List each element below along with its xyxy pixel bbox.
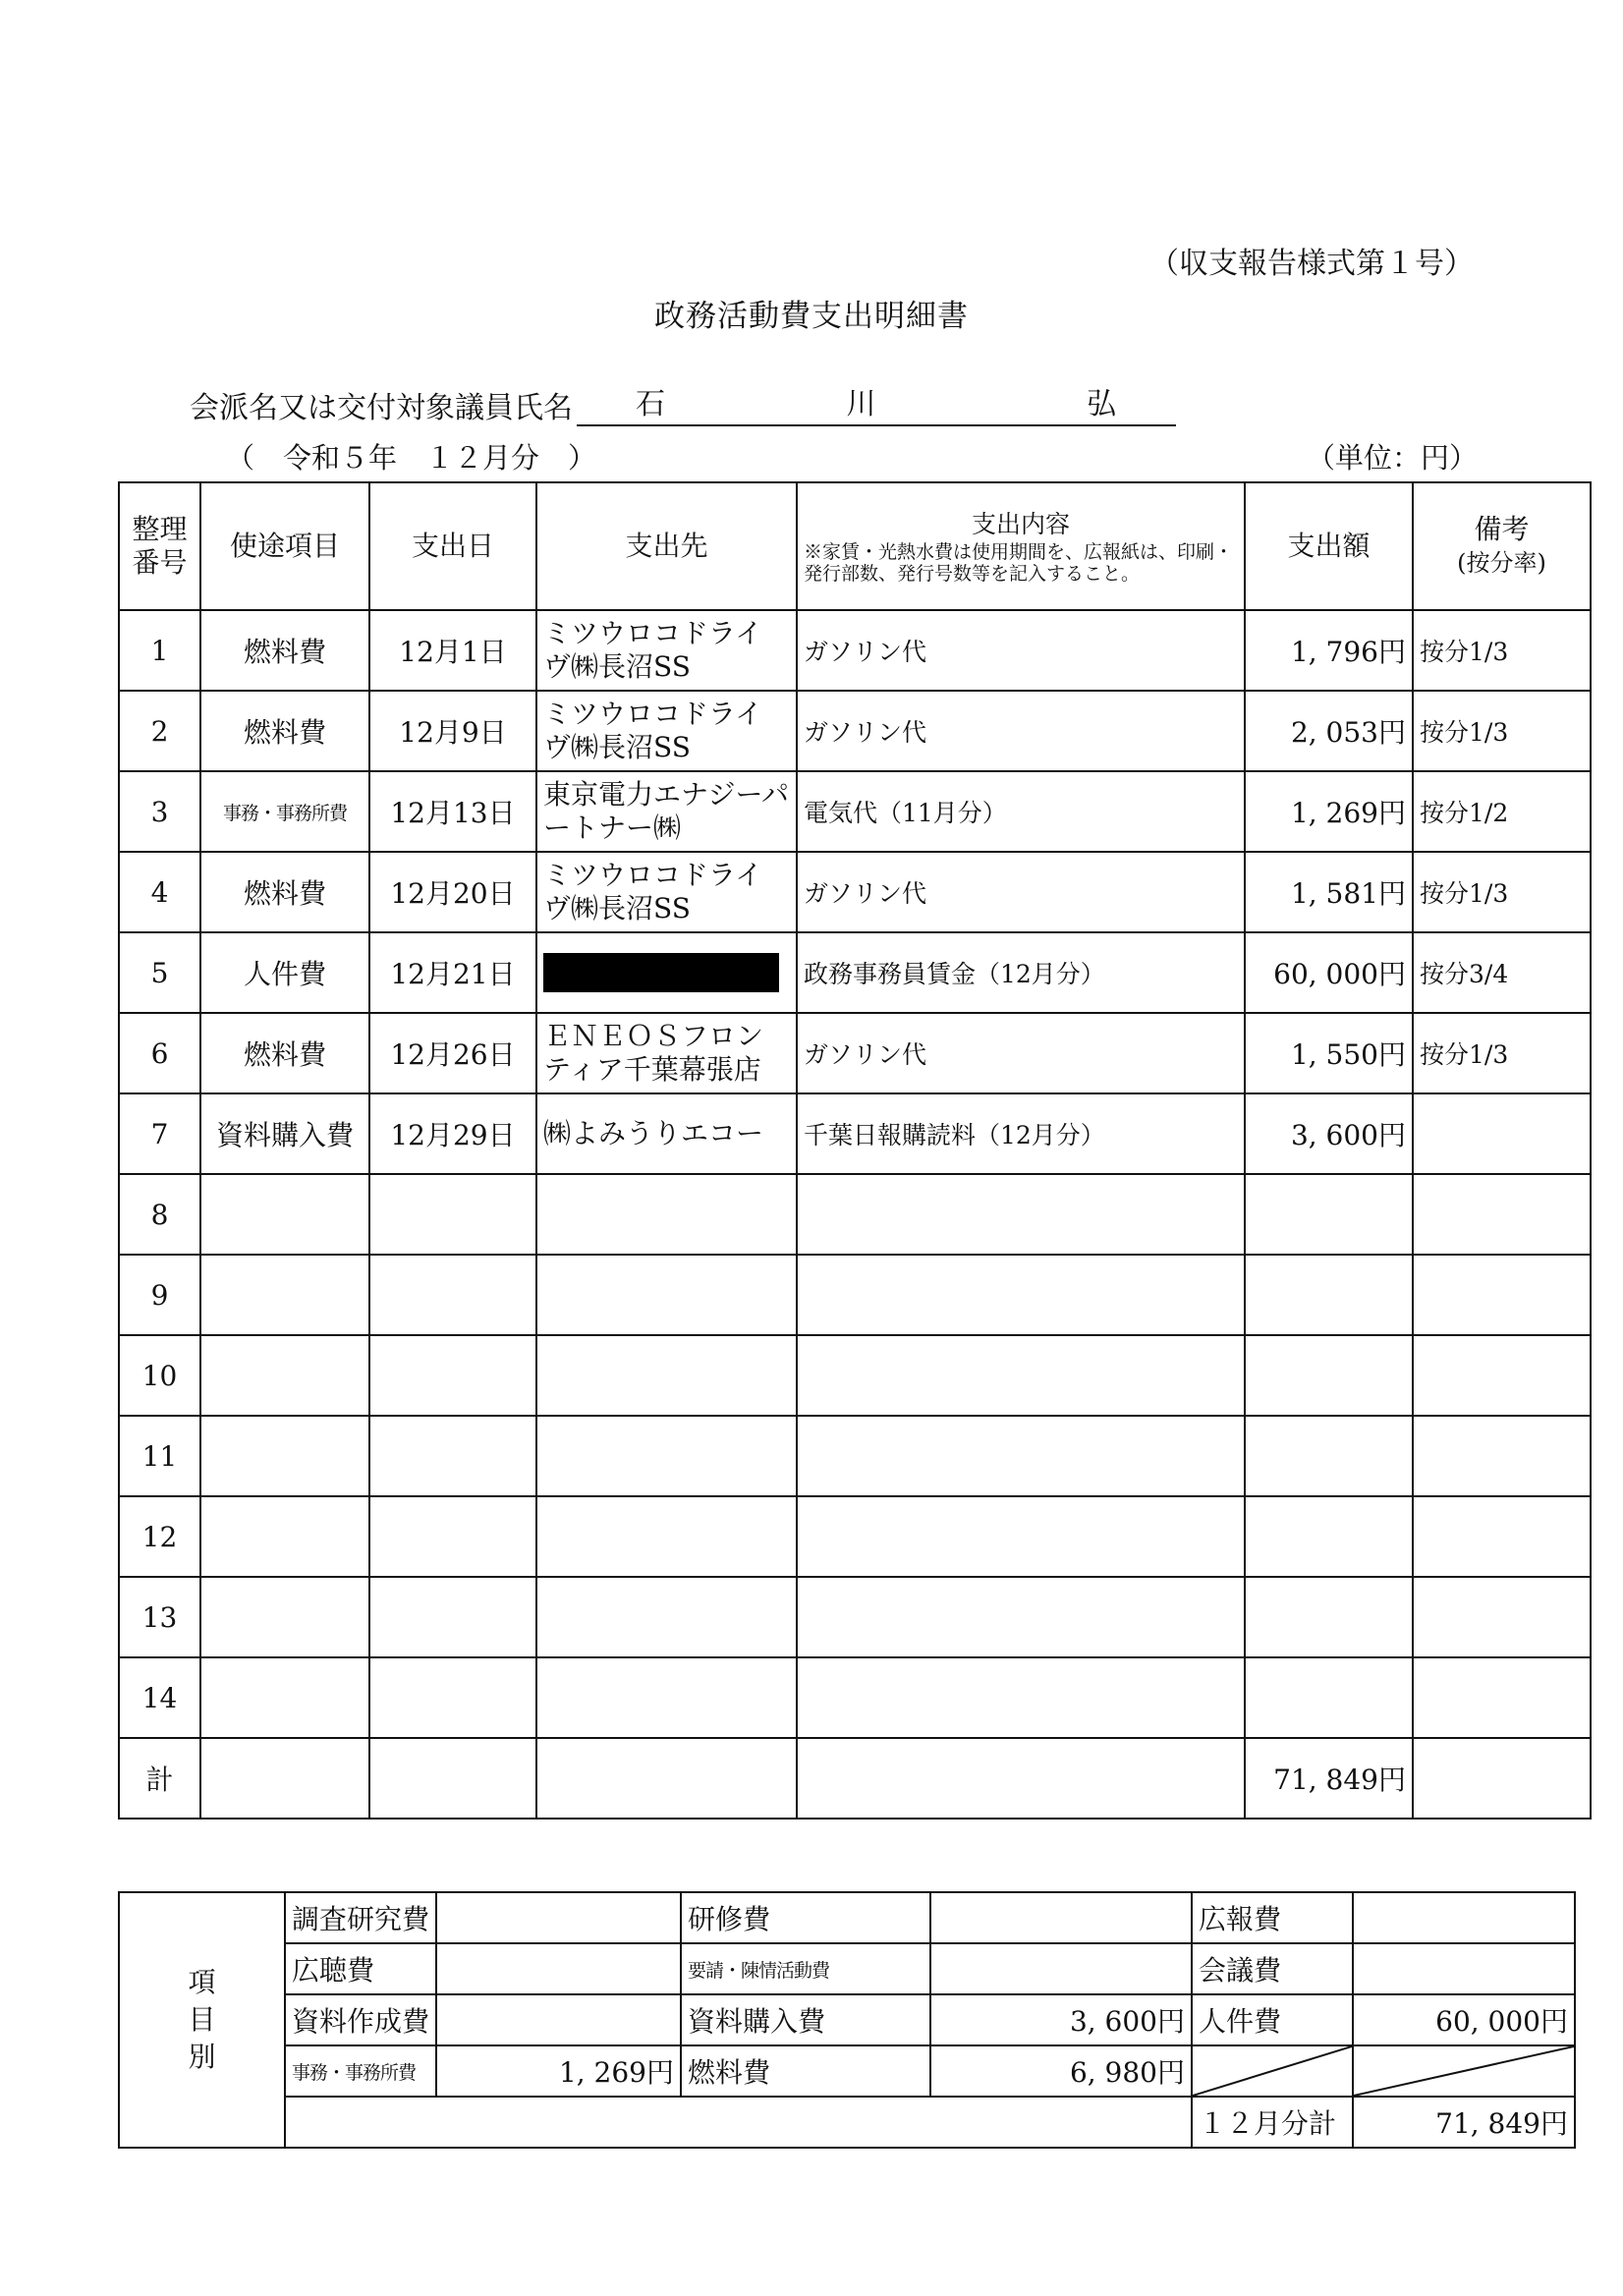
row-use xyxy=(200,1496,369,1577)
table-row xyxy=(119,932,1591,1013)
summary-row xyxy=(119,1994,1575,2045)
member-name-part: 石 xyxy=(636,387,665,421)
month-total-value: 71, 849円 xyxy=(1353,2097,1575,2148)
summary-value xyxy=(436,1943,681,1994)
row-use: 燃料費 xyxy=(200,1013,369,1093)
row-amount xyxy=(1245,1496,1413,1577)
row-note: 按分1/3 xyxy=(1413,610,1591,691)
row-payee-redacted xyxy=(536,932,797,1013)
category-label xyxy=(119,1892,285,2148)
row-note: 按分1/3 xyxy=(1413,691,1591,771)
total-amount: 71, 849円 xyxy=(1245,1738,1413,1819)
row-date: 12月21日 xyxy=(369,932,536,1013)
summary-label: 広報費 xyxy=(1192,1892,1353,1943)
row-amount xyxy=(1245,1174,1413,1255)
row-use xyxy=(200,1577,369,1657)
row-content xyxy=(797,1255,1245,1335)
row-note: 按分1/3 xyxy=(1413,1013,1591,1093)
row-payee: ミツウロコドライヴ㈱長沼SS xyxy=(536,691,797,771)
row-content xyxy=(797,1335,1245,1416)
summary-label: 資料購入費 xyxy=(681,1994,930,2045)
total-empty xyxy=(797,1738,1245,1819)
summary-total-row xyxy=(119,2097,1575,2148)
row-use: 事務・事務所費 xyxy=(200,771,369,852)
category-label-text: 項目別 xyxy=(188,1966,216,2073)
header-content xyxy=(797,482,1245,610)
header-content-note: ※家賃・光熱水費は使用期間を、広報紙は、印刷・発行部数、発行号数等を記入すること。 xyxy=(804,541,1234,585)
category-summary-table xyxy=(118,1891,1576,2149)
summary-value xyxy=(436,1994,681,2045)
table-row xyxy=(119,1093,1591,1174)
row-content xyxy=(797,1496,1245,1577)
period: （ 令和５年 １２月分 ） xyxy=(226,441,597,475)
summary-label: 事務・事務所費 xyxy=(285,2045,436,2097)
row-no: 8 xyxy=(119,1174,200,1255)
row-payee xyxy=(536,1174,797,1255)
row-no: 13 xyxy=(119,1577,200,1657)
summary-label: 調査研究費 xyxy=(285,1892,436,1943)
diagonal-line xyxy=(1193,2046,1352,2096)
row-no: 9 xyxy=(119,1255,200,1335)
row-payee: ミツウロコドライヴ㈱長沼SS xyxy=(536,610,797,691)
table-row xyxy=(119,1255,1591,1335)
member-name xyxy=(577,379,1176,426)
diagonal-line xyxy=(1354,2046,1574,2096)
table-row xyxy=(119,1335,1591,1416)
row-no: 11 xyxy=(119,1416,200,1496)
summary-label: 研修費 xyxy=(681,1892,930,1943)
row-note xyxy=(1413,1093,1591,1174)
row-date: 12月20日 xyxy=(369,852,536,932)
summary-row xyxy=(119,1892,1575,1943)
row-use xyxy=(200,1174,369,1255)
table-row xyxy=(119,852,1591,932)
row-date xyxy=(369,1657,536,1738)
diagonal-cell xyxy=(1353,2045,1575,2097)
row-no: 12 xyxy=(119,1496,200,1577)
summary-value: 6, 980円 xyxy=(930,2045,1192,2097)
table-row xyxy=(119,1174,1591,1255)
row-date: 12月1日 xyxy=(369,610,536,691)
row-content xyxy=(797,1416,1245,1496)
row-content xyxy=(797,1174,1245,1255)
expense-header-row xyxy=(119,482,1591,610)
row-amount: 1, 550円 xyxy=(1245,1013,1413,1093)
row-amount: 60, 000円 xyxy=(1245,932,1413,1013)
row-use xyxy=(200,1657,369,1738)
table-row xyxy=(119,1013,1591,1093)
row-amount: 1, 269円 xyxy=(1245,771,1413,852)
row-use: 燃料費 xyxy=(200,610,369,691)
row-no: 1 xyxy=(119,610,200,691)
summary-label: 資料作成費 xyxy=(285,1994,436,2045)
row-payee xyxy=(536,1255,797,1335)
row-content: ガソリン代 xyxy=(797,1013,1245,1093)
summary-row xyxy=(119,1943,1575,1994)
expense-table xyxy=(118,481,1592,1820)
row-amount xyxy=(1245,1577,1413,1657)
row-note: 按分3/4 xyxy=(1413,932,1591,1013)
row-date xyxy=(369,1577,536,1657)
header-note-sub: (按分率) xyxy=(1457,549,1546,577)
table-row xyxy=(119,1577,1591,1657)
row-note xyxy=(1413,1657,1591,1738)
row-no: 5 xyxy=(119,932,200,1013)
header-note xyxy=(1413,482,1591,610)
row-use xyxy=(200,1255,369,1335)
summary-label: 人件費 xyxy=(1192,1994,1353,2045)
row-use: 燃料費 xyxy=(200,852,369,932)
row-date xyxy=(369,1174,536,1255)
summary-label: 会議費 xyxy=(1192,1943,1353,1994)
row-note: 按分1/3 xyxy=(1413,852,1591,932)
member-label: 会派名又は交付対象議員氏名 xyxy=(190,391,573,425)
row-payee xyxy=(536,1335,797,1416)
row-amount xyxy=(1245,1657,1413,1738)
summary-value xyxy=(1353,1892,1575,1943)
row-no: 3 xyxy=(119,771,200,852)
total-label: 計 xyxy=(119,1738,200,1819)
row-no: 4 xyxy=(119,852,200,932)
summary-value xyxy=(930,1943,1192,1994)
row-content xyxy=(797,1577,1245,1657)
member-name-part: 川 xyxy=(846,387,876,421)
row-content xyxy=(797,1657,1245,1738)
row-content: ガソリン代 xyxy=(797,610,1245,691)
row-amount: 1, 581円 xyxy=(1245,852,1413,932)
row-date: 12月29日 xyxy=(369,1093,536,1174)
row-amount xyxy=(1245,1416,1413,1496)
row-date: 12月13日 xyxy=(369,771,536,852)
row-payee: ミツウロコドライヴ㈱長沼SS xyxy=(536,852,797,932)
row-use: 人件費 xyxy=(200,932,369,1013)
member-row xyxy=(190,379,1176,426)
row-note: 按分1/2 xyxy=(1413,771,1591,852)
row-amount: 2, 053円 xyxy=(1245,691,1413,771)
summary-value: 3, 600円 xyxy=(930,1994,1192,2045)
row-date xyxy=(369,1496,536,1577)
header-payee: 支出先 xyxy=(536,482,797,610)
row-payee: ＥＮＥＯＳフロンティア千葉幕張店 xyxy=(536,1013,797,1093)
total-empty xyxy=(200,1738,369,1819)
table-row xyxy=(119,1657,1591,1738)
row-date: 12月9日 xyxy=(369,691,536,771)
row-amount xyxy=(1245,1335,1413,1416)
month-total-label: １２月分計 xyxy=(1192,2097,1353,2148)
summary-value xyxy=(1353,1943,1575,1994)
summary-value xyxy=(436,1892,681,1943)
row-note xyxy=(1413,1174,1591,1255)
row-use xyxy=(200,1416,369,1496)
row-no: 7 xyxy=(119,1093,200,1174)
header-content-title: 支出内容 xyxy=(971,510,1070,538)
row-payee xyxy=(536,1496,797,1577)
row-use: 燃料費 xyxy=(200,691,369,771)
row-content: 電気代（11月分） xyxy=(797,771,1245,852)
row-amount: 3, 600円 xyxy=(1245,1093,1413,1174)
summary-row xyxy=(119,2045,1575,2097)
summary-label: 広聴費 xyxy=(285,1943,436,1994)
unit-label: （単位：円） xyxy=(1306,441,1478,475)
row-note xyxy=(1413,1577,1591,1657)
table-row xyxy=(119,1496,1591,1577)
redaction-block xyxy=(543,953,779,992)
row-note xyxy=(1413,1496,1591,1577)
total-row xyxy=(119,1738,1591,1819)
row-content: 政務事務員賃金（12月分） xyxy=(797,932,1245,1013)
header-use: 使途項目 xyxy=(200,482,369,610)
row-amount: 1, 796円 xyxy=(1245,610,1413,691)
row-no: 6 xyxy=(119,1013,200,1093)
row-no: 14 xyxy=(119,1657,200,1738)
total-empty xyxy=(1413,1738,1591,1819)
row-date xyxy=(369,1335,536,1416)
header-amount: 支出額 xyxy=(1245,482,1413,610)
summary-value xyxy=(930,1892,1192,1943)
form-number: （収支報告様式第１号） xyxy=(1149,247,1474,281)
summary-value: 1, 269円 xyxy=(436,2045,681,2097)
row-note xyxy=(1413,1255,1591,1335)
row-payee xyxy=(536,1416,797,1496)
diagonal-cell xyxy=(1192,2045,1353,2097)
row-content: 千葉日報購読料（12月分） xyxy=(797,1093,1245,1174)
row-payee xyxy=(536,1577,797,1657)
row-payee: ㈱よみうりエコー xyxy=(536,1093,797,1174)
row-no: 10 xyxy=(119,1335,200,1416)
total-empty xyxy=(536,1738,797,1819)
row-content: ガソリン代 xyxy=(797,852,1245,932)
header-no: 整理番号 xyxy=(119,482,200,610)
summary-blank xyxy=(285,2097,1192,2148)
row-amount xyxy=(1245,1255,1413,1335)
row-date xyxy=(369,1416,536,1496)
row-date: 12月26日 xyxy=(369,1013,536,1093)
table-row xyxy=(119,691,1591,771)
header-date: 支出日 xyxy=(369,482,536,610)
row-use: 資料購入費 xyxy=(200,1093,369,1174)
table-row xyxy=(119,610,1591,691)
row-payee xyxy=(536,1657,797,1738)
row-date xyxy=(369,1255,536,1335)
summary-label: 燃料費 xyxy=(681,2045,930,2097)
row-note xyxy=(1413,1416,1591,1496)
document-title: 政務活動費支出明細書 xyxy=(654,299,969,334)
summary-value: 60, 000円 xyxy=(1353,1994,1575,2045)
table-row xyxy=(119,771,1591,852)
row-use xyxy=(200,1335,369,1416)
row-no: 2 xyxy=(119,691,200,771)
row-content: ガソリン代 xyxy=(797,691,1245,771)
summary-label: 要請・陳情活動費 xyxy=(681,1943,930,1994)
header-note-title: 備考 xyxy=(1474,513,1530,545)
row-payee: 東京電力エナジーパートナー㈱ xyxy=(536,771,797,852)
member-name-part: 弘 xyxy=(1087,387,1117,421)
total-empty xyxy=(369,1738,536,1819)
row-note xyxy=(1413,1335,1591,1416)
table-row xyxy=(119,1416,1591,1496)
